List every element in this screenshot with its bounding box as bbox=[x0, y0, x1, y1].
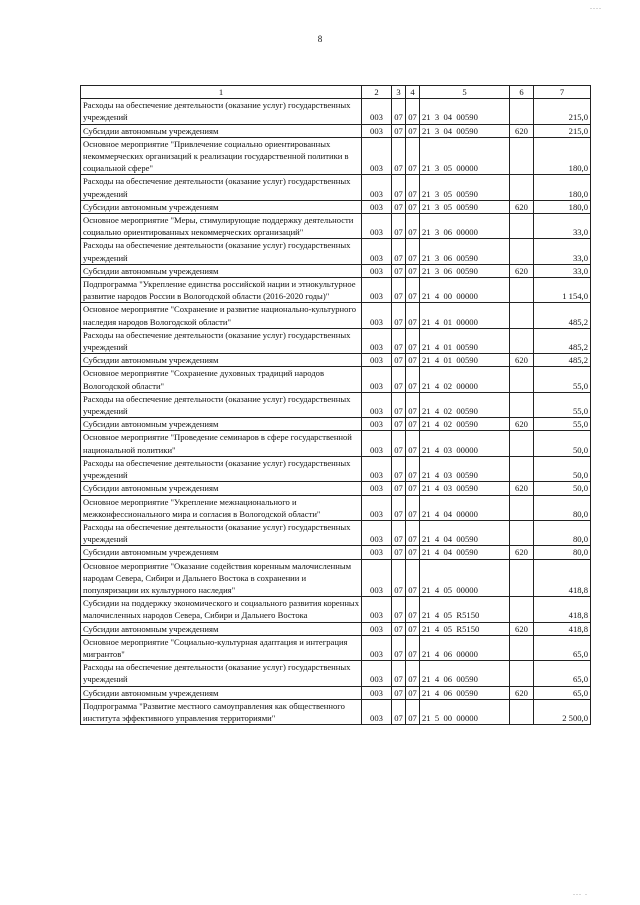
corner-scan-mark: .... bbox=[590, 2, 602, 11]
budget-table bbox=[80, 85, 591, 725]
row-ministry-code: 003 bbox=[362, 559, 392, 597]
row-amount: 55,0 bbox=[534, 392, 591, 417]
page-number: 8 bbox=[317, 34, 323, 44]
row-name: Расходы на обеспечение деятельности (оказание услуг) государственных учреждений bbox=[81, 99, 362, 124]
row-target-code: 21 4 03 00000 bbox=[420, 431, 510, 456]
row-expense-type bbox=[510, 559, 534, 597]
row-ministry-code: 003 bbox=[362, 137, 392, 175]
row-expense-type bbox=[510, 214, 534, 239]
col-header-5: 5 bbox=[420, 86, 510, 99]
table-row bbox=[81, 635, 591, 660]
table-row bbox=[81, 124, 591, 137]
row-amount: 65,0 bbox=[534, 686, 591, 699]
table-row bbox=[81, 99, 591, 124]
row-subsection: 07 bbox=[406, 635, 420, 660]
table-row bbox=[81, 686, 591, 699]
table-row bbox=[81, 418, 591, 431]
row-ministry-code: 003 bbox=[362, 264, 392, 277]
row-name: Расходы на обеспечение деятельности (оказание услуг) государственных учреждений bbox=[81, 456, 362, 481]
row-amount: 55,0 bbox=[534, 418, 591, 431]
row-expense-type bbox=[510, 99, 534, 124]
row-section: 07 bbox=[392, 635, 406, 660]
row-target-code: 21 4 02 00590 bbox=[420, 392, 510, 417]
row-amount: 80,0 bbox=[534, 520, 591, 545]
row-subsection: 07 bbox=[406, 559, 420, 597]
table-row bbox=[81, 661, 591, 686]
row-section: 07 bbox=[392, 239, 406, 264]
row-expense-type bbox=[510, 597, 534, 622]
table-row bbox=[81, 482, 591, 495]
row-target-code: 21 4 03 00590 bbox=[420, 482, 510, 495]
table-row bbox=[81, 278, 591, 303]
row-section: 07 bbox=[392, 264, 406, 277]
row-expense-type: 620 bbox=[510, 686, 534, 699]
row-name: Основное мероприятие "Сохранение духовных традиций народов Вологодской области" bbox=[81, 367, 362, 392]
row-ministry-code: 003 bbox=[362, 328, 392, 353]
row-subsection: 07 bbox=[406, 686, 420, 699]
row-expense-type bbox=[510, 495, 534, 520]
row-subsection: 07 bbox=[406, 699, 420, 724]
row-target-code: 21 3 04 00590 bbox=[420, 124, 510, 137]
row-section: 07 bbox=[392, 482, 406, 495]
table-row bbox=[81, 303, 591, 328]
row-amount: 50,0 bbox=[534, 482, 591, 495]
row-ministry-code: 003 bbox=[362, 686, 392, 699]
row-ministry-code: 003 bbox=[362, 622, 392, 635]
row-expense-type bbox=[510, 392, 534, 417]
row-name: Субсидии автономным учреждениям bbox=[81, 686, 362, 699]
row-expense-type bbox=[510, 699, 534, 724]
row-section: 07 bbox=[392, 354, 406, 367]
row-ministry-code: 003 bbox=[362, 635, 392, 660]
row-name: Расходы на обеспечение деятельности (оказание услуг) государственных учреждений bbox=[81, 661, 362, 686]
row-amount: 33,0 bbox=[534, 239, 591, 264]
row-name: Основное мероприятие "Привлечение социально ориентированных некоммерческих организаций к реализации государственной политики в социальной сфере" bbox=[81, 137, 362, 175]
table-row bbox=[81, 699, 591, 724]
row-amount: 50,0 bbox=[534, 431, 591, 456]
row-target-code: 21 3 06 00000 bbox=[420, 214, 510, 239]
row-subsection: 07 bbox=[406, 495, 420, 520]
row-section: 07 bbox=[392, 137, 406, 175]
row-amount: 418,8 bbox=[534, 622, 591, 635]
row-target-code: 21 4 00 00000 bbox=[420, 278, 510, 303]
row-name: Субсидии автономным учреждениям bbox=[81, 264, 362, 277]
row-section: 07 bbox=[392, 328, 406, 353]
row-target-code: 21 3 06 00590 bbox=[420, 239, 510, 264]
row-section: 07 bbox=[392, 200, 406, 213]
row-section: 07 bbox=[392, 99, 406, 124]
row-section: 07 bbox=[392, 546, 406, 559]
row-subsection: 07 bbox=[406, 392, 420, 417]
row-subsection: 07 bbox=[406, 264, 420, 277]
row-subsection: 07 bbox=[406, 622, 420, 635]
row-ministry-code: 003 bbox=[362, 495, 392, 520]
row-amount: 215,0 bbox=[534, 99, 591, 124]
table-row bbox=[81, 200, 591, 213]
row-section: 07 bbox=[392, 495, 406, 520]
row-target-code: 21 4 02 00590 bbox=[420, 418, 510, 431]
row-name: Основное мероприятие "Оказание содействия коренным малочисленным народам Севера, Сибири и Дальнего Востока в сохранении и популяризации их культурного наследия" bbox=[81, 559, 362, 597]
row-target-code: 21 4 06 00590 bbox=[420, 661, 510, 686]
row-target-code: 21 3 04 00590 bbox=[420, 99, 510, 124]
row-ministry-code: 003 bbox=[362, 99, 392, 124]
row-section: 07 bbox=[392, 456, 406, 481]
row-name: Расходы на обеспечение деятельности (оказание услуг) государственных учреждений bbox=[81, 392, 362, 417]
table-row bbox=[81, 328, 591, 353]
row-section: 07 bbox=[392, 431, 406, 456]
row-amount: 65,0 bbox=[534, 635, 591, 660]
row-ministry-code: 003 bbox=[362, 303, 392, 328]
row-subsection: 07 bbox=[406, 278, 420, 303]
row-subsection: 07 bbox=[406, 597, 420, 622]
row-amount: 418,8 bbox=[534, 597, 591, 622]
row-ministry-code: 003 bbox=[362, 482, 392, 495]
row-name: Подпрограмма "Укрепление единства российской нации и этнокультурное развитие народов России в Вологодской области (2016-2020 годы)" bbox=[81, 278, 362, 303]
row-expense-type: 620 bbox=[510, 546, 534, 559]
row-subsection: 07 bbox=[406, 456, 420, 481]
row-subsection: 07 bbox=[406, 546, 420, 559]
row-subsection: 07 bbox=[406, 137, 420, 175]
header-row bbox=[81, 86, 591, 99]
row-target-code: 21 4 01 00590 bbox=[420, 354, 510, 367]
row-target-code: 21 4 05 R5150 bbox=[420, 597, 510, 622]
row-expense-type: 620 bbox=[510, 418, 534, 431]
row-ministry-code: 003 bbox=[362, 520, 392, 545]
row-name: Основное мероприятие "Социально-культурная адаптация и интеграция мигрантов" bbox=[81, 635, 362, 660]
row-amount: 485,2 bbox=[534, 328, 591, 353]
row-ministry-code: 003 bbox=[362, 239, 392, 264]
row-expense-type: 620 bbox=[510, 482, 534, 495]
row-subsection: 07 bbox=[406, 328, 420, 353]
row-name: Субсидии автономным учреждениям bbox=[81, 418, 362, 431]
row-ministry-code: 003 bbox=[362, 597, 392, 622]
row-name: Расходы на обеспечение деятельности (оказание услуг) государственных учреждений bbox=[81, 328, 362, 353]
row-section: 07 bbox=[392, 559, 406, 597]
row-section: 07 bbox=[392, 520, 406, 545]
row-amount: 418,8 bbox=[534, 559, 591, 597]
table-row bbox=[81, 597, 591, 622]
row-section: 07 bbox=[392, 699, 406, 724]
row-subsection: 07 bbox=[406, 175, 420, 200]
row-amount: 180,0 bbox=[534, 175, 591, 200]
row-amount: 1 154,0 bbox=[534, 278, 591, 303]
row-amount: 55,0 bbox=[534, 367, 591, 392]
row-ministry-code: 003 bbox=[362, 175, 392, 200]
row-amount: 33,0 bbox=[534, 214, 591, 239]
row-ministry-code: 003 bbox=[362, 354, 392, 367]
table-row bbox=[81, 495, 591, 520]
row-expense-type bbox=[510, 137, 534, 175]
row-expense-type: 620 bbox=[510, 124, 534, 137]
row-target-code: 21 4 04 00000 bbox=[420, 495, 510, 520]
col-header-7: 7 bbox=[534, 86, 591, 99]
row-amount: 180,0 bbox=[534, 137, 591, 175]
row-subsection: 07 bbox=[406, 99, 420, 124]
row-subsection: 07 bbox=[406, 367, 420, 392]
row-target-code: 21 4 03 00590 bbox=[420, 456, 510, 481]
table-row bbox=[81, 239, 591, 264]
row-section: 07 bbox=[392, 686, 406, 699]
row-section: 07 bbox=[392, 418, 406, 431]
row-ministry-code: 003 bbox=[362, 367, 392, 392]
row-name: Субсидии автономным учреждениям bbox=[81, 622, 362, 635]
row-ministry-code: 003 bbox=[362, 418, 392, 431]
table-row bbox=[81, 546, 591, 559]
row-ministry-code: 003 bbox=[362, 124, 392, 137]
row-subsection: 07 bbox=[406, 661, 420, 686]
row-amount: 80,0 bbox=[534, 495, 591, 520]
row-expense-type bbox=[510, 328, 534, 353]
row-expense-type bbox=[510, 239, 534, 264]
row-ministry-code: 003 bbox=[362, 392, 392, 417]
row-name: Субсидии автономным учреждениям bbox=[81, 546, 362, 559]
row-name: Субсидии на поддержку экономического и социального развития коренных малочисленных народов Севера, Сибири и Дальнего Востока bbox=[81, 597, 362, 622]
row-expense-type bbox=[510, 278, 534, 303]
row-expense-type: 620 bbox=[510, 622, 534, 635]
row-name: Основное мероприятие "Проведение семинаров в сфере государственной национальной политики" bbox=[81, 431, 362, 456]
table-row bbox=[81, 520, 591, 545]
row-name: Основное мероприятие "Укрепление межнационального и межконфессионального мира и согласия в Вологодской области" bbox=[81, 495, 362, 520]
row-expense-type bbox=[510, 367, 534, 392]
table-row bbox=[81, 559, 591, 597]
row-target-code: 21 4 05 R5150 bbox=[420, 622, 510, 635]
row-subsection: 07 bbox=[406, 200, 420, 213]
row-target-code: 21 4 04 00590 bbox=[420, 546, 510, 559]
col-header-2: 2 bbox=[362, 86, 392, 99]
row-target-code: 21 5 00 00000 bbox=[420, 699, 510, 724]
row-section: 07 bbox=[392, 392, 406, 417]
row-target-code: 21 3 05 00000 bbox=[420, 137, 510, 175]
row-expense-type bbox=[510, 303, 534, 328]
row-subsection: 07 bbox=[406, 482, 420, 495]
row-target-code: 21 4 01 00000 bbox=[420, 303, 510, 328]
row-expense-type bbox=[510, 661, 534, 686]
row-name: Субсидии автономным учреждениям bbox=[81, 200, 362, 213]
table-row bbox=[81, 354, 591, 367]
row-subsection: 07 bbox=[406, 354, 420, 367]
row-expense-type bbox=[510, 520, 534, 545]
row-target-code: 21 4 01 00590 bbox=[420, 328, 510, 353]
row-section: 07 bbox=[392, 661, 406, 686]
row-target-code: 21 3 05 00590 bbox=[420, 175, 510, 200]
row-subsection: 07 bbox=[406, 214, 420, 239]
row-ministry-code: 003 bbox=[362, 431, 392, 456]
row-name: Основное мероприятие "Меры, стимулирующие поддержку деятельности социально ориентированных некоммерческих организаций" bbox=[81, 214, 362, 239]
row-name: Субсидии автономным учреждениям bbox=[81, 124, 362, 137]
row-ministry-code: 003 bbox=[362, 699, 392, 724]
row-target-code: 21 4 02 00000 bbox=[420, 367, 510, 392]
row-amount: 80,0 bbox=[534, 546, 591, 559]
table-row bbox=[81, 214, 591, 239]
row-ministry-code: 003 bbox=[362, 456, 392, 481]
table-row bbox=[81, 367, 591, 392]
row-subsection: 07 bbox=[406, 418, 420, 431]
row-ministry-code: 003 bbox=[362, 661, 392, 686]
row-amount: 33,0 bbox=[534, 264, 591, 277]
col-header-1: 1 bbox=[81, 86, 362, 99]
row-amount: 65,0 bbox=[534, 661, 591, 686]
table-row bbox=[81, 392, 591, 417]
table-row bbox=[81, 264, 591, 277]
row-name: Расходы на обеспечение деятельности (оказание услуг) государственных учреждений bbox=[81, 239, 362, 264]
row-section: 07 bbox=[392, 303, 406, 328]
row-name: Субсидии автономным учреждениям bbox=[81, 482, 362, 495]
row-amount: 215,0 bbox=[534, 124, 591, 137]
row-expense-type bbox=[510, 456, 534, 481]
row-name: Подпрограмма "Развитие местного самоуправления как общественного института эффективного управления территориями" bbox=[81, 699, 362, 724]
row-expense-type bbox=[510, 175, 534, 200]
row-section: 07 bbox=[392, 124, 406, 137]
bottom-scan-mark: ... . bbox=[573, 888, 588, 897]
row-section: 07 bbox=[392, 278, 406, 303]
row-section: 07 bbox=[392, 597, 406, 622]
table-row bbox=[81, 137, 591, 175]
row-subsection: 07 bbox=[406, 303, 420, 328]
row-amount: 485,2 bbox=[534, 303, 591, 328]
row-name: Основное мероприятие "Сохранение и развитие национально-культурного наследия народов Вологодской области" bbox=[81, 303, 362, 328]
row-subsection: 07 bbox=[406, 520, 420, 545]
row-ministry-code: 003 bbox=[362, 214, 392, 239]
table-row bbox=[81, 622, 591, 635]
col-header-6: 6 bbox=[510, 86, 534, 99]
row-section: 07 bbox=[392, 214, 406, 239]
row-ministry-code: 003 bbox=[362, 200, 392, 213]
row-target-code: 21 3 06 00590 bbox=[420, 264, 510, 277]
row-expense-type: 620 bbox=[510, 200, 534, 213]
row-expense-type bbox=[510, 635, 534, 660]
col-header-3: 3 bbox=[392, 86, 406, 99]
table-row bbox=[81, 175, 591, 200]
row-name: Расходы на обеспечение деятельности (оказание услуг) государственных учреждений bbox=[81, 175, 362, 200]
row-subsection: 07 bbox=[406, 431, 420, 456]
col-header-4: 4 bbox=[406, 86, 420, 99]
row-ministry-code: 003 bbox=[362, 546, 392, 559]
row-target-code: 21 4 06 00590 bbox=[420, 686, 510, 699]
row-amount: 180,0 bbox=[534, 200, 591, 213]
row-target-code: 21 4 04 00590 bbox=[420, 520, 510, 545]
row-target-code: 21 4 05 00000 bbox=[420, 559, 510, 597]
row-ministry-code: 003 bbox=[362, 278, 392, 303]
row-section: 07 bbox=[392, 622, 406, 635]
table-row bbox=[81, 431, 591, 456]
row-section: 07 bbox=[392, 367, 406, 392]
row-section: 07 bbox=[392, 175, 406, 200]
row-amount: 2 500,0 bbox=[534, 699, 591, 724]
row-name: Субсидии автономным учреждениям bbox=[81, 354, 362, 367]
row-amount: 50,0 bbox=[534, 456, 591, 481]
row-name: Расходы на обеспечение деятельности (оказание услуг) государственных учреждений bbox=[81, 520, 362, 545]
row-expense-type bbox=[510, 431, 534, 456]
row-target-code: 21 3 05 00590 bbox=[420, 200, 510, 213]
row-target-code: 21 4 06 00000 bbox=[420, 635, 510, 660]
row-subsection: 07 bbox=[406, 239, 420, 264]
row-expense-type: 620 bbox=[510, 264, 534, 277]
table-row bbox=[81, 456, 591, 481]
row-subsection: 07 bbox=[406, 124, 420, 137]
row-expense-type: 620 bbox=[510, 354, 534, 367]
row-amount: 485,2 bbox=[534, 354, 591, 367]
